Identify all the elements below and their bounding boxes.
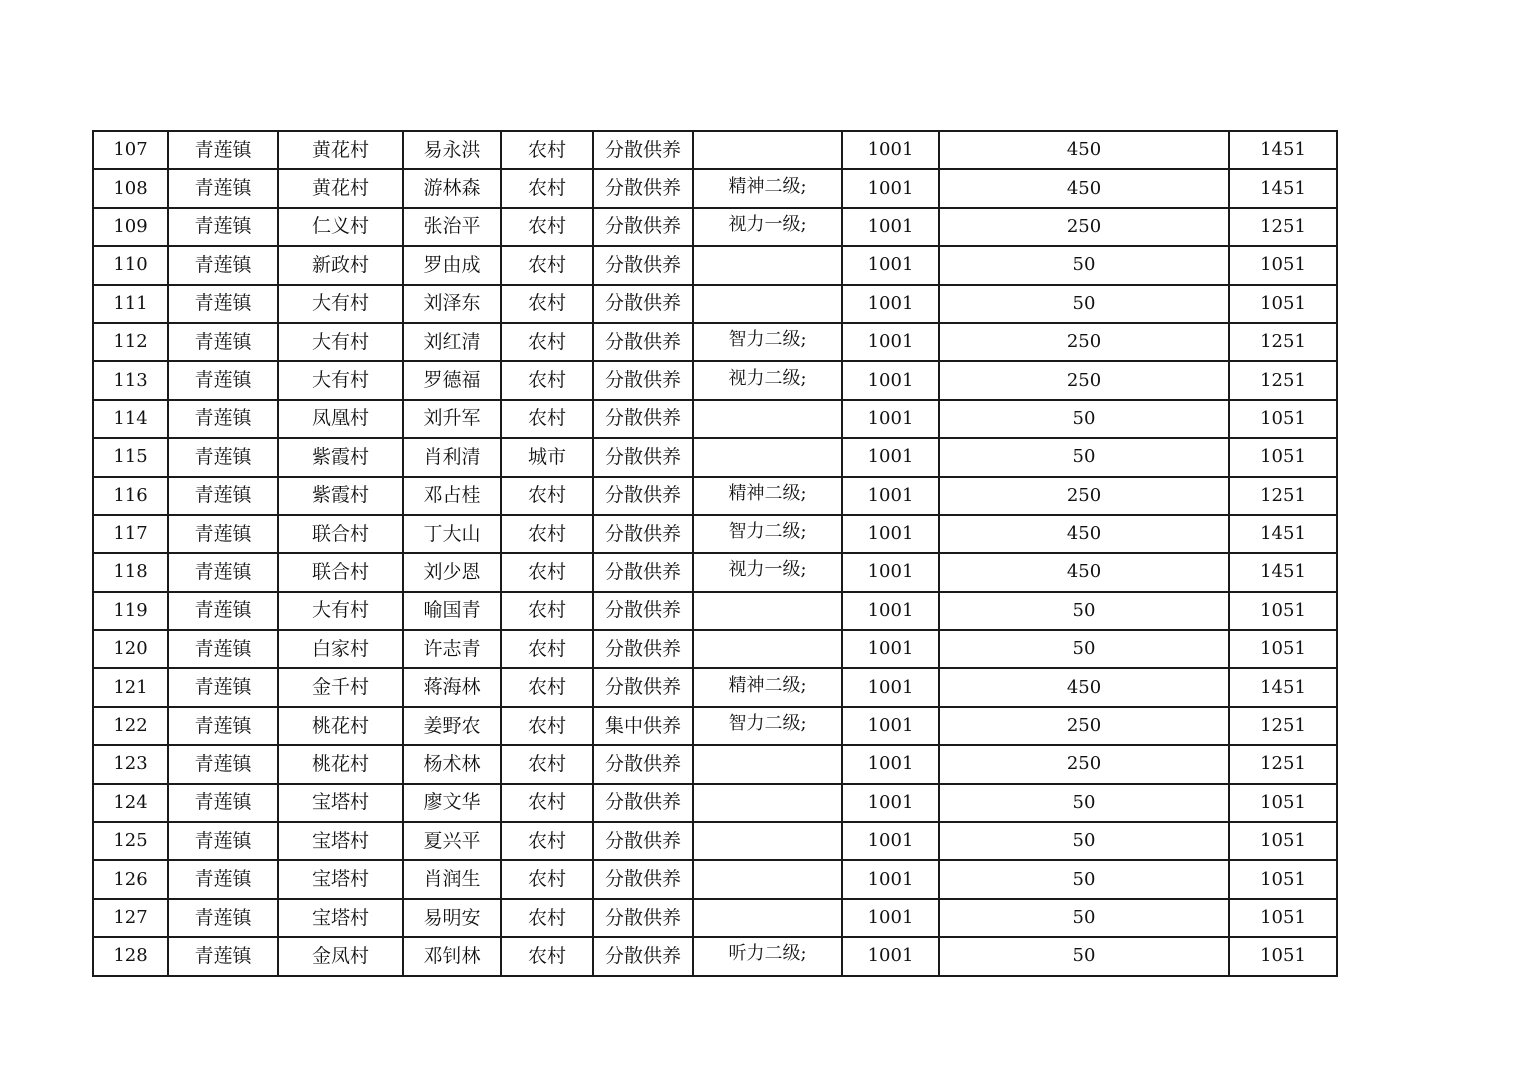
cell-base-amount: 1001 xyxy=(842,630,939,668)
cell-total-amount: 1051 xyxy=(1229,630,1337,668)
cell-household-type: 农村 xyxy=(501,860,593,898)
cell-name: 刘泽东 xyxy=(403,285,501,323)
cell-total-amount: 1451 xyxy=(1229,553,1337,591)
cell-base-amount: 1001 xyxy=(842,361,939,399)
cell-support-type: 分散供养 xyxy=(593,860,693,898)
cell-village: 宝塔村 xyxy=(278,860,403,898)
cell-name: 游林森 xyxy=(403,169,501,207)
cell-village: 紫霞村 xyxy=(278,477,403,515)
cell-total-amount: 1051 xyxy=(1229,400,1337,438)
cell-name: 易永洪 xyxy=(403,131,501,169)
cell-total-amount: 1451 xyxy=(1229,169,1337,207)
cell-support-type: 分散供养 xyxy=(593,745,693,783)
cell-total-amount: 1051 xyxy=(1229,438,1337,476)
cell-household-type: 农村 xyxy=(501,822,593,860)
cell-town: 青莲镇 xyxy=(168,899,278,937)
table-row xyxy=(93,822,1337,860)
cell-subsidy-amount: 50 xyxy=(939,822,1229,860)
cell-row-number: 123 xyxy=(93,745,168,783)
cell-support-type: 分散供养 xyxy=(593,668,693,706)
cell-town: 青莲镇 xyxy=(168,400,278,438)
cell-household-type: 农村 xyxy=(501,937,593,975)
cell-town: 青莲镇 xyxy=(168,707,278,745)
cell-name: 刘少恩 xyxy=(403,553,501,591)
cell-disability xyxy=(693,400,842,438)
cell-subsidy-amount: 250 xyxy=(939,208,1229,246)
cell-town: 青莲镇 xyxy=(168,592,278,630)
cell-subsidy-amount: 250 xyxy=(939,323,1229,361)
cell-base-amount: 1001 xyxy=(842,208,939,246)
cell-total-amount: 1251 xyxy=(1229,745,1337,783)
cell-household-type: 农村 xyxy=(501,745,593,783)
cell-name: 蒋海林 xyxy=(403,668,501,706)
cell-support-type: 分散供养 xyxy=(593,438,693,476)
cell-subsidy-amount: 50 xyxy=(939,937,1229,975)
cell-support-type: 分散供养 xyxy=(593,515,693,553)
cell-household-type: 农村 xyxy=(501,285,593,323)
cell-disability: 视力二级; xyxy=(693,361,842,399)
cell-town: 青莲镇 xyxy=(168,553,278,591)
cell-town: 青莲镇 xyxy=(168,515,278,553)
cell-total-amount: 1051 xyxy=(1229,860,1337,898)
cell-disability: 视力一级; xyxy=(693,553,842,591)
cell-disability xyxy=(693,822,842,860)
cell-village: 金凤村 xyxy=(278,937,403,975)
cell-village: 仁义村 xyxy=(278,208,403,246)
cell-household-type: 农村 xyxy=(501,477,593,515)
cell-support-type: 分散供养 xyxy=(593,477,693,515)
cell-subsidy-amount: 450 xyxy=(939,553,1229,591)
cell-subsidy-amount: 50 xyxy=(939,285,1229,323)
table-row xyxy=(93,937,1337,975)
cell-support-type: 分散供养 xyxy=(593,361,693,399)
cell-subsidy-amount: 50 xyxy=(939,592,1229,630)
cell-base-amount: 1001 xyxy=(842,131,939,169)
cell-name: 廖文华 xyxy=(403,784,501,822)
cell-total-amount: 1251 xyxy=(1229,361,1337,399)
cell-town: 青莲镇 xyxy=(168,477,278,515)
cell-row-number: 118 xyxy=(93,553,168,591)
cell-row-number: 115 xyxy=(93,438,168,476)
table-row xyxy=(93,630,1337,668)
table-row xyxy=(93,131,1337,169)
cell-subsidy-amount: 450 xyxy=(939,131,1229,169)
cell-support-type: 集中供养 xyxy=(593,707,693,745)
cell-household-type: 农村 xyxy=(501,323,593,361)
cell-village: 宝塔村 xyxy=(278,899,403,937)
cell-household-type: 农村 xyxy=(501,784,593,822)
cell-subsidy-amount: 50 xyxy=(939,784,1229,822)
cell-row-number: 116 xyxy=(93,477,168,515)
cell-total-amount: 1251 xyxy=(1229,477,1337,515)
cell-support-type: 分散供养 xyxy=(593,822,693,860)
cell-name: 杨术林 xyxy=(403,745,501,783)
cell-town: 青莲镇 xyxy=(168,745,278,783)
cell-support-type: 分散供养 xyxy=(593,131,693,169)
cell-total-amount: 1051 xyxy=(1229,899,1337,937)
cell-row-number: 113 xyxy=(93,361,168,399)
cell-base-amount: 1001 xyxy=(842,592,939,630)
table-row xyxy=(93,323,1337,361)
cell-village: 宝塔村 xyxy=(278,784,403,822)
cell-base-amount: 1001 xyxy=(842,937,939,975)
records-table xyxy=(92,130,1338,977)
cell-support-type: 分散供养 xyxy=(593,553,693,591)
cell-village: 宝塔村 xyxy=(278,822,403,860)
cell-village: 大有村 xyxy=(278,323,403,361)
cell-disability xyxy=(693,784,842,822)
cell-total-amount: 1051 xyxy=(1229,784,1337,822)
cell-row-number: 121 xyxy=(93,668,168,706)
cell-household-type: 农村 xyxy=(501,131,593,169)
cell-support-type: 分散供养 xyxy=(593,937,693,975)
cell-total-amount: 1251 xyxy=(1229,323,1337,361)
cell-name: 肖利清 xyxy=(403,438,501,476)
table-row xyxy=(93,361,1337,399)
table-row xyxy=(93,707,1337,745)
cell-town: 青莲镇 xyxy=(168,822,278,860)
cell-total-amount: 1251 xyxy=(1229,707,1337,745)
cell-disability xyxy=(693,131,842,169)
cell-disability: 智力二级; xyxy=(693,323,842,361)
cell-row-number: 127 xyxy=(93,899,168,937)
cell-support-type: 分散供养 xyxy=(593,169,693,207)
cell-subsidy-amount: 450 xyxy=(939,668,1229,706)
cell-base-amount: 1001 xyxy=(842,477,939,515)
cell-disability xyxy=(693,592,842,630)
cell-base-amount: 1001 xyxy=(842,860,939,898)
cell-base-amount: 1001 xyxy=(842,285,939,323)
cell-row-number: 107 xyxy=(93,131,168,169)
cell-village: 大有村 xyxy=(278,285,403,323)
cell-support-type: 分散供养 xyxy=(593,899,693,937)
cell-name: 许志青 xyxy=(403,630,501,668)
cell-name: 刘升军 xyxy=(403,400,501,438)
cell-household-type: 农村 xyxy=(501,899,593,937)
table-row xyxy=(93,169,1337,207)
table-row xyxy=(93,285,1337,323)
cell-base-amount: 1001 xyxy=(842,784,939,822)
cell-name: 邓钊林 xyxy=(403,937,501,975)
cell-row-number: 114 xyxy=(93,400,168,438)
cell-town: 青莲镇 xyxy=(168,208,278,246)
cell-household-type: 农村 xyxy=(501,208,593,246)
cell-row-number: 108 xyxy=(93,169,168,207)
cell-town: 青莲镇 xyxy=(168,860,278,898)
cell-village: 联合村 xyxy=(278,515,403,553)
cell-disability xyxy=(693,438,842,476)
table-row xyxy=(93,246,1337,284)
cell-village: 白家村 xyxy=(278,630,403,668)
cell-disability: 精神二级; xyxy=(693,477,842,515)
cell-row-number: 126 xyxy=(93,860,168,898)
table-row xyxy=(93,553,1337,591)
cell-support-type: 分散供养 xyxy=(593,208,693,246)
cell-subsidy-amount: 50 xyxy=(939,400,1229,438)
cell-support-type: 分散供养 xyxy=(593,246,693,284)
cell-support-type: 分散供养 xyxy=(593,285,693,323)
cell-village: 联合村 xyxy=(278,553,403,591)
cell-name: 夏兴平 xyxy=(403,822,501,860)
cell-row-number: 109 xyxy=(93,208,168,246)
cell-row-number: 112 xyxy=(93,323,168,361)
cell-town: 青莲镇 xyxy=(168,323,278,361)
cell-name: 易明安 xyxy=(403,899,501,937)
cell-disability: 听力二级; xyxy=(693,937,842,975)
table-row xyxy=(93,860,1337,898)
table-row xyxy=(93,477,1337,515)
cell-village: 桃花村 xyxy=(278,745,403,783)
cell-total-amount: 1451 xyxy=(1229,668,1337,706)
cell-total-amount: 1051 xyxy=(1229,822,1337,860)
cell-town: 青莲镇 xyxy=(168,285,278,323)
cell-row-number: 110 xyxy=(93,246,168,284)
table-row xyxy=(93,784,1337,822)
cell-base-amount: 1001 xyxy=(842,745,939,783)
cell-subsidy-amount: 250 xyxy=(939,707,1229,745)
cell-disability xyxy=(693,899,842,937)
cell-disability xyxy=(693,285,842,323)
table-row xyxy=(93,438,1337,476)
cell-subsidy-amount: 450 xyxy=(939,169,1229,207)
table-row xyxy=(93,208,1337,246)
cell-name: 姜野农 xyxy=(403,707,501,745)
cell-household-type: 农村 xyxy=(501,246,593,284)
cell-row-number: 119 xyxy=(93,592,168,630)
cell-name: 肖润生 xyxy=(403,860,501,898)
cell-town: 青莲镇 xyxy=(168,937,278,975)
cell-subsidy-amount: 450 xyxy=(939,515,1229,553)
table-body xyxy=(93,131,1337,976)
cell-name: 罗德福 xyxy=(403,361,501,399)
cell-disability xyxy=(693,246,842,284)
cell-total-amount: 1051 xyxy=(1229,246,1337,284)
cell-total-amount: 1051 xyxy=(1229,592,1337,630)
cell-village: 凤凰村 xyxy=(278,400,403,438)
cell-support-type: 分散供养 xyxy=(593,400,693,438)
cell-base-amount: 1001 xyxy=(842,246,939,284)
cell-name: 喻国青 xyxy=(403,592,501,630)
table-row xyxy=(93,592,1337,630)
cell-total-amount: 1451 xyxy=(1229,131,1337,169)
cell-base-amount: 1001 xyxy=(842,822,939,860)
cell-disability: 智力二级; xyxy=(693,707,842,745)
cell-disability xyxy=(693,630,842,668)
cell-total-amount: 1051 xyxy=(1229,285,1337,323)
cell-subsidy-amount: 50 xyxy=(939,630,1229,668)
cell-support-type: 分散供养 xyxy=(593,592,693,630)
cell-village: 大有村 xyxy=(278,361,403,399)
cell-village: 新政村 xyxy=(278,246,403,284)
cell-disability xyxy=(693,745,842,783)
cell-town: 青莲镇 xyxy=(168,361,278,399)
cell-village: 桃花村 xyxy=(278,707,403,745)
cell-subsidy-amount: 50 xyxy=(939,438,1229,476)
cell-town: 青莲镇 xyxy=(168,169,278,207)
cell-town: 青莲镇 xyxy=(168,668,278,706)
cell-subsidy-amount: 250 xyxy=(939,361,1229,399)
cell-name: 邓占桂 xyxy=(403,477,501,515)
cell-household-type: 农村 xyxy=(501,400,593,438)
cell-base-amount: 1001 xyxy=(842,169,939,207)
table-row xyxy=(93,745,1337,783)
cell-base-amount: 1001 xyxy=(842,323,939,361)
cell-total-amount: 1051 xyxy=(1229,937,1337,975)
cell-disability: 精神二级; xyxy=(693,668,842,706)
cell-village: 黄花村 xyxy=(278,169,403,207)
cell-village: 紫霞村 xyxy=(278,438,403,476)
cell-base-amount: 1001 xyxy=(842,515,939,553)
cell-household-type: 农村 xyxy=(501,553,593,591)
cell-base-amount: 1001 xyxy=(842,899,939,937)
table-row xyxy=(93,899,1337,937)
cell-name: 刘红清 xyxy=(403,323,501,361)
cell-town: 青莲镇 xyxy=(168,630,278,668)
cell-household-type: 农村 xyxy=(501,592,593,630)
cell-row-number: 122 xyxy=(93,707,168,745)
cell-household-type: 农村 xyxy=(501,630,593,668)
cell-row-number: 117 xyxy=(93,515,168,553)
cell-disability: 智力二级; xyxy=(693,515,842,553)
cell-name: 张治平 xyxy=(403,208,501,246)
cell-village: 大有村 xyxy=(278,592,403,630)
cell-support-type: 分散供养 xyxy=(593,630,693,668)
table-row xyxy=(93,400,1337,438)
cell-household-type: 农村 xyxy=(501,169,593,207)
cell-row-number: 120 xyxy=(93,630,168,668)
cell-subsidy-amount: 50 xyxy=(939,860,1229,898)
cell-total-amount: 1251 xyxy=(1229,208,1337,246)
cell-row-number: 124 xyxy=(93,784,168,822)
cell-base-amount: 1001 xyxy=(842,553,939,591)
cell-household-type: 农村 xyxy=(501,707,593,745)
cell-support-type: 分散供养 xyxy=(593,784,693,822)
table-row xyxy=(93,668,1337,706)
cell-village: 金千村 xyxy=(278,668,403,706)
cell-support-type: 分散供养 xyxy=(593,323,693,361)
cell-disability: 视力一级; xyxy=(693,208,842,246)
cell-town: 青莲镇 xyxy=(168,246,278,284)
cell-base-amount: 1001 xyxy=(842,707,939,745)
cell-subsidy-amount: 250 xyxy=(939,477,1229,515)
cell-subsidy-amount: 50 xyxy=(939,246,1229,284)
cell-base-amount: 1001 xyxy=(842,668,939,706)
cell-town: 青莲镇 xyxy=(168,784,278,822)
cell-household-type: 城市 xyxy=(501,438,593,476)
cell-subsidy-amount: 50 xyxy=(939,899,1229,937)
cell-row-number: 128 xyxy=(93,937,168,975)
cell-total-amount: 1451 xyxy=(1229,515,1337,553)
cell-town: 青莲镇 xyxy=(168,438,278,476)
cell-disability xyxy=(693,860,842,898)
cell-household-type: 农村 xyxy=(501,668,593,706)
table-row xyxy=(93,515,1337,553)
cell-name: 罗由成 xyxy=(403,246,501,284)
cell-town: 青莲镇 xyxy=(168,131,278,169)
cell-row-number: 125 xyxy=(93,822,168,860)
cell-disability: 精神二级; xyxy=(693,169,842,207)
cell-household-type: 农村 xyxy=(501,361,593,399)
cell-name: 丁大山 xyxy=(403,515,501,553)
cell-row-number: 111 xyxy=(93,285,168,323)
cell-subsidy-amount: 250 xyxy=(939,745,1229,783)
cell-household-type: 农村 xyxy=(501,515,593,553)
cell-base-amount: 1001 xyxy=(842,400,939,438)
cell-village: 黄花村 xyxy=(278,131,403,169)
cell-base-amount: 1001 xyxy=(842,438,939,476)
